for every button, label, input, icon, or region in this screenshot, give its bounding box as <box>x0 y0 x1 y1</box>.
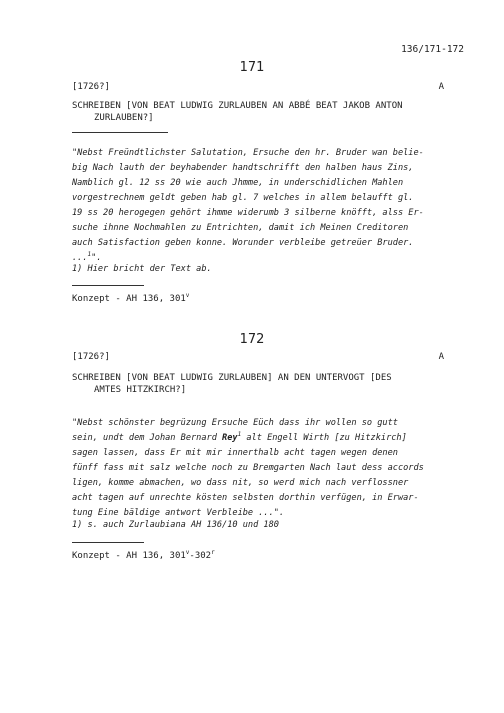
letter-line: vorgestrechnem geldt geben hab gl. 7 welches in allem belaufft gl. <box>72 193 414 203</box>
footnote-ref: 1 <box>87 251 92 259</box>
footnote-ref: 1 <box>237 431 242 439</box>
person-name: Rey <box>222 433 238 443</box>
letter-line: 19 ss 20 herogegen gehört ihmme widerumb 3 silberne knöfft, alss Er- <box>72 208 424 218</box>
entry-title <box>72 100 452 124</box>
letter-text <box>72 416 442 521</box>
entry-title <box>72 372 452 396</box>
letter-line: suche ihnne Nochmahlen zu Entrichten, damit ich Meinen Creditoren <box>72 223 409 233</box>
letter-line: Namblich gl. 12 ss 20 wie auch Jhmme, in underschidlichen Mahlen <box>72 178 404 188</box>
letter-line: "Nebst Freündtlichster Salutation, Ersuche den hr. Bruder wan belie- <box>72 148 424 158</box>
entry-number: 171 <box>239 60 265 75</box>
letter-line: acht tagen auf unrechte kösten selbsten dorthin verfügen, in Erwar- <box>72 493 419 503</box>
letter-line: sagen lassen, dass Er mit mir innerthalb acht tagen wegen denen <box>72 448 398 458</box>
title-line: AMTES HITZKIRCH?] <box>94 385 187 395</box>
letter-line: auch Satisfaction geben konne. Worunder verbleibe getreüer Bruder. <box>72 238 414 248</box>
letter-line: tung Eine bäldige antwort Verbleibe ...". <box>72 508 285 518</box>
footnote: 1) s. auch Zurlaubiana AH 136/10 und 180 <box>72 520 279 530</box>
entry-mark: A <box>438 82 444 92</box>
letter-line: fünff fass mit salz welche noch zu Bremgarten Nach laut dess accords <box>72 463 424 473</box>
letter-line: "Nebst schönster begrüzung Ersuche Eüch dass ihr wollen so gutt <box>72 418 398 428</box>
letter-text <box>72 146 442 266</box>
konzept-ref: Konzept - AH 136, 301$^v$ <box>72 292 190 304</box>
divider <box>72 542 144 543</box>
title-line: ZURLAUBEN?] <box>94 113 154 123</box>
title-line: SCHREIBEN [VON BEAT LUDWIG ZURLAUBEN] AN DEN UNTERVOGT [DES <box>72 373 392 383</box>
entry-mark: A <box>438 352 444 362</box>
letter-line: big Nach lauth der beyhabender handtschrifft den halben haus Zins, <box>72 163 414 173</box>
letter-line: sein, undt dem Johan Bernard Rey$^1$ alt Engell Wirth [zu Hitzkirch] <box>72 431 407 443</box>
letter-line: ligen, komme abmachen, wo dass nit, so werd mich nach verflossner <box>72 478 409 488</box>
divider <box>72 132 168 133</box>
document-id: 136/171-172 <box>401 44 464 55</box>
entry-date: [1726?] <box>72 82 110 92</box>
letter-line: ...$^1$". <box>72 251 102 263</box>
title-line: SCHREIBEN [VON BEAT LUDWIG ZURLAUBEN AN ABBÉ BEAT JAKOB ANTON <box>72 101 403 111</box>
entry-number: 172 <box>239 332 265 347</box>
konzept-ref: Konzept - AH 136, 301$^v$-302$^r$ <box>72 549 215 561</box>
footnote: 1) Hier bricht der Text ab. <box>72 264 212 274</box>
divider <box>72 285 144 286</box>
entry-date: [1726?] <box>72 352 110 362</box>
